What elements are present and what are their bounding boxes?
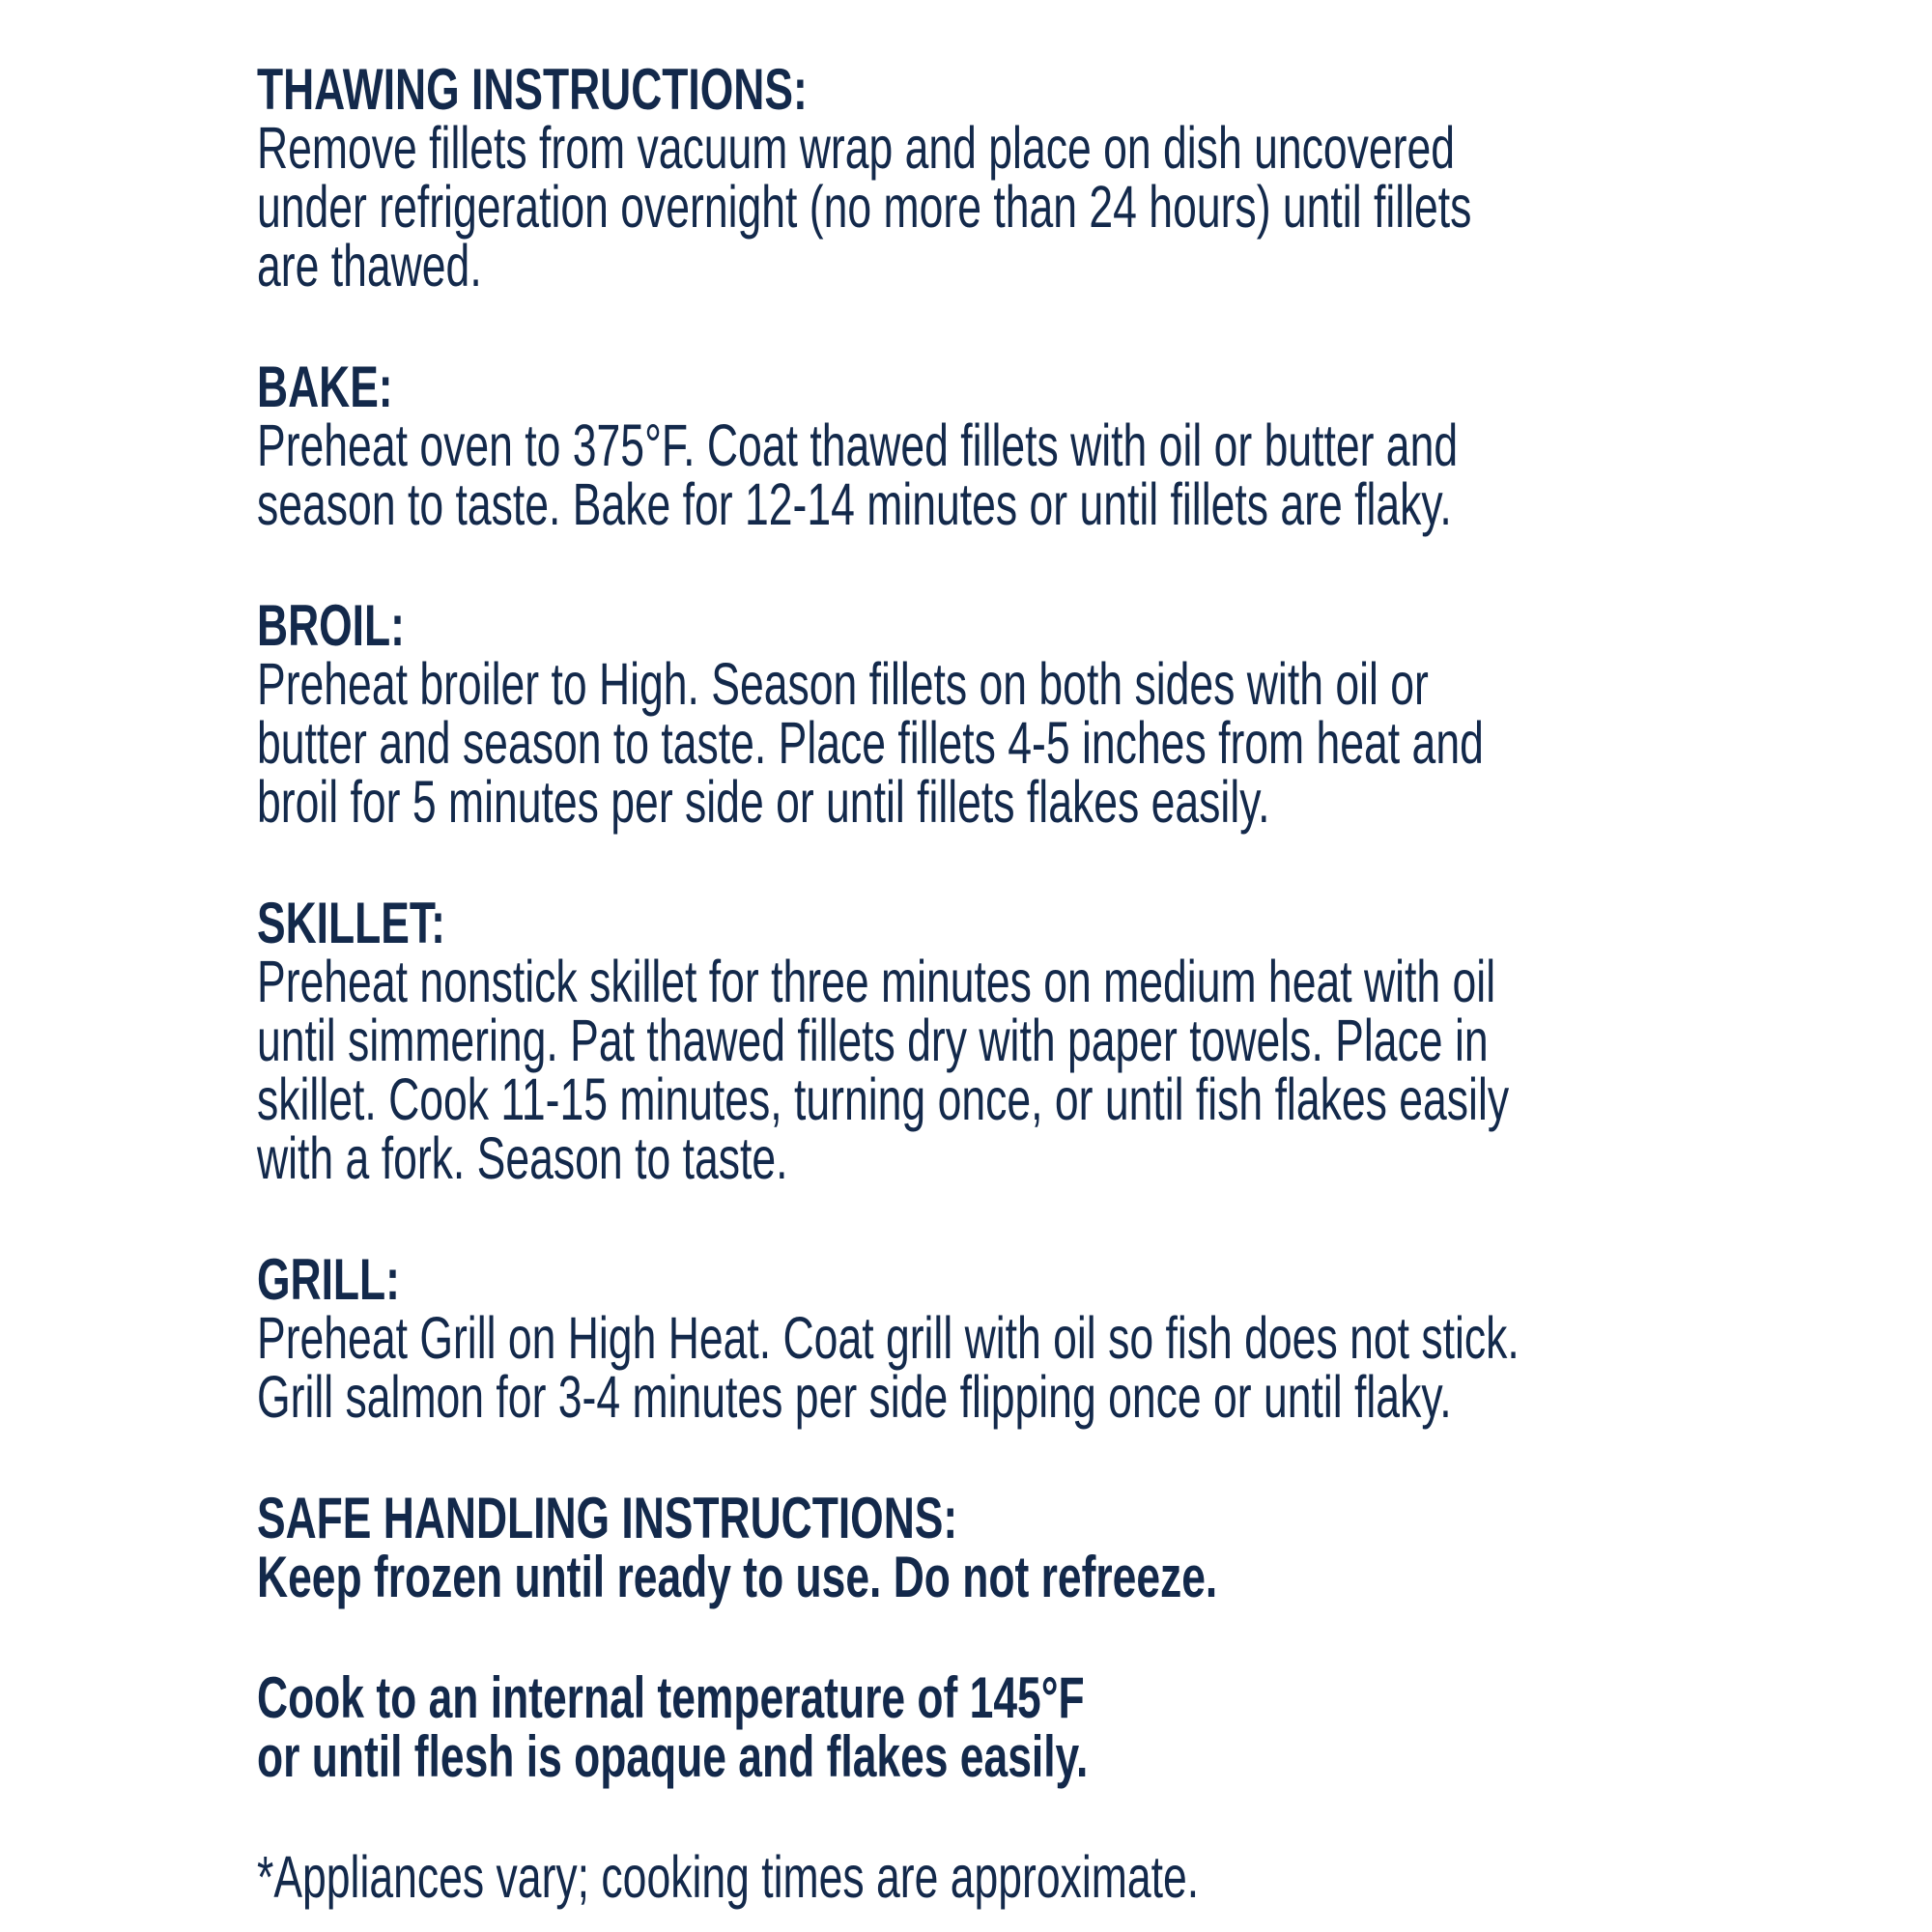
cook-temperature-section [257,1665,1861,1789]
appliances-footnote: *Appliances vary; cooking times are approximate. [257,1844,1200,1910]
broil-line-1: Preheat broiler to High. Season fillets on both sides with oil or [257,651,1429,717]
broil-section [257,593,1861,835]
thawing-line-2: under refrigeration overnight (no more than 24 hours) until fillets [257,174,1472,240]
section-spacer [257,534,1861,596]
section-spacer [257,1427,1861,1489]
safe-handling-section [257,1486,1861,1609]
skillet-line-1: Preheat nonstick skillet for three minutes on medium heat with oil [257,949,1496,1014]
thawing-line-1: Remove fillets from vacuum wrap and place on dish uncovered [257,115,1456,181]
thawing-heading: THAWING INSTRUCTIONS: [257,57,808,122]
footnote-section [257,1844,1861,1910]
cook-temperature-line-2: or until flesh is opaque and flakes easily. [257,1724,1089,1789]
skillet-heading: SKILLET: [257,891,445,955]
broil-heading: BROIL: [257,593,405,658]
bake-line-1: Preheat oven to 375°F. Coat thawed fillets with oil or butter and [257,412,1459,478]
grill-heading: GRILL: [257,1247,400,1312]
skillet-line-3: skillet. Cook 11-15 minutes, turning once, or until fish flakes easily [257,1066,1510,1132]
thawing-line-3: are thawed. [257,233,482,298]
skillet-line-2: until simmering. Pat thawed fillets dry with paper towels. Place in [257,1008,1489,1073]
safe-handling-line: Keep frozen until ready to use. Do not refreeze. [257,1545,1218,1609]
bake-line-2: season to taste. Bake for 12-14 minutes or until fillets are flaky. [257,471,1452,537]
grill-section [257,1247,1861,1430]
section-spacer [257,1606,1861,1668]
thawing-section [257,57,1861,298]
section-spacer [257,832,1861,894]
cooking-instructions-document [257,57,1861,1910]
skillet-line-4: with a fork. Season to taste. [257,1125,788,1191]
section-spacer [257,1786,1861,1848]
grill-line-1: Preheat Grill on High Heat. Coat grill with oil so fish does not stick. [257,1305,1520,1371]
skillet-section [257,891,1861,1191]
broil-line-2: butter and season to taste. Place fillets 4-5 inches from heat and [257,710,1484,776]
cook-temperature-line-1: Cook to an internal temperature of 145°F [257,1665,1085,1730]
bake-heading: BAKE: [257,355,393,419]
section-spacer [257,1188,1861,1250]
section-spacer [257,296,1861,357]
broil-line-3: broil for 5 minutes per side or until fillets flakes easily. [257,769,1270,835]
bake-section [257,355,1861,537]
safe-handling-heading: SAFE HANDLING INSTRUCTIONS: [257,1486,958,1550]
grill-line-2: Grill salmon for 3-4 minutes per side flipping once or until flaky. [257,1364,1452,1430]
